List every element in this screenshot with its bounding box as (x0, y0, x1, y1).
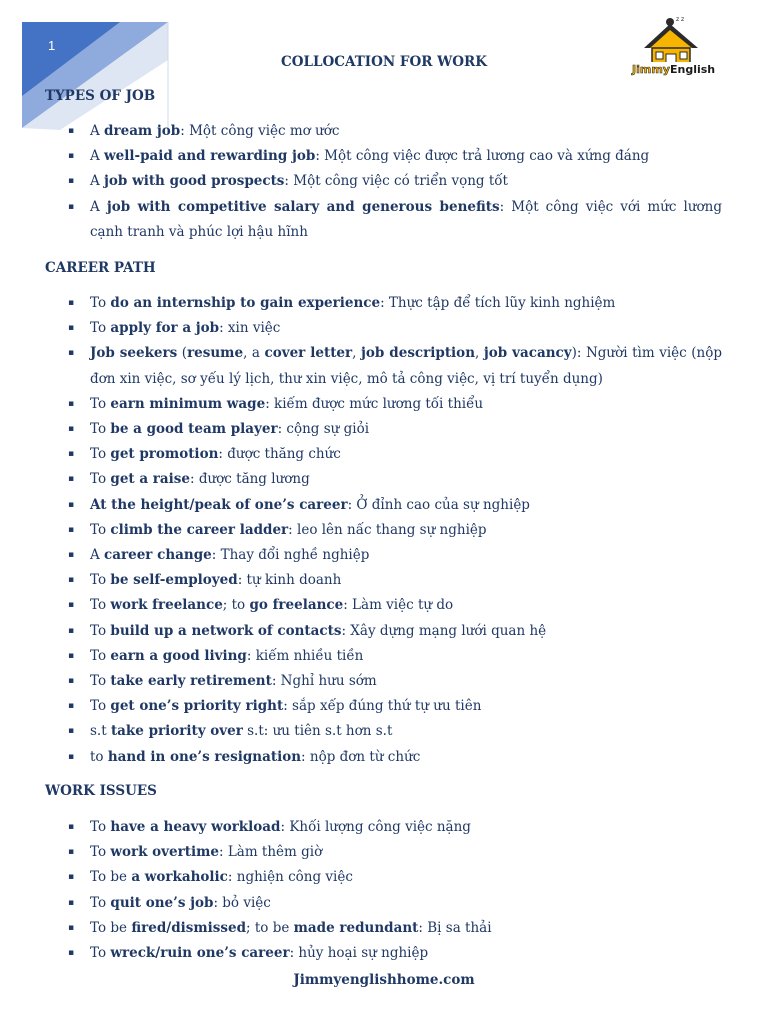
item-text: , a (243, 345, 265, 362)
item-text: : nộp đơn từ chức (301, 748, 421, 765)
item-text: To (90, 647, 111, 664)
list-item (0, 941, 768, 966)
collocation-term: Job seekers (90, 345, 178, 362)
square-bullet-icon: ▪ (68, 151, 75, 162)
item-text: : Một công việc được trả lương cao và xứng đáng (315, 148, 650, 165)
square-bullet-icon: ▪ (68, 348, 75, 359)
item-text: To be (90, 919, 132, 936)
collocation-term: get one’s priority right (110, 698, 284, 715)
section-list (0, 119, 768, 245)
item-text: : kiếm nhiều tiền (246, 647, 364, 664)
square-bullet-icon: ▪ (68, 948, 75, 959)
collocation-term: a workaholic (131, 869, 228, 886)
item-text: : Khối lượng công việc nặng (280, 819, 471, 835)
item-text: To (90, 320, 111, 337)
collocation-term: cover letter (264, 345, 353, 362)
square-bullet-icon: ▪ (68, 650, 75, 661)
collocation-term: made redundant (293, 919, 419, 936)
collocation-term: quit one’s job (110, 894, 214, 911)
list-item (0, 644, 768, 669)
list-item (0, 916, 768, 941)
item-text: To (90, 844, 111, 861)
collocation-term: earn minimum wage (110, 395, 266, 412)
item-text: : cộng sự giỏi (277, 421, 370, 438)
section-heading: TYPES OF JOB (45, 88, 156, 104)
collocation-term: get promotion (110, 446, 219, 463)
section-heading: WORK ISSUES (45, 783, 157, 799)
item-text: To (90, 698, 111, 715)
square-bullet-icon: ▪ (68, 176, 75, 187)
item-text: to (90, 748, 108, 765)
item-text: To (90, 471, 111, 488)
list-item (0, 543, 768, 568)
item-text: To (90, 446, 111, 463)
square-bullet-icon: ▪ (68, 847, 75, 858)
item-text: , (352, 345, 361, 362)
item-text: ): Người tìm việc (nộp đơn xin việc, sơ yếu lý lịch, thư xin việc, mô tả công việc, vị trí tuyển dụng) (90, 345, 723, 387)
collocation-term: work freelance (110, 597, 223, 614)
list-item (0, 840, 768, 865)
list-item (0, 518, 768, 543)
item-text: A (90, 547, 105, 564)
jimmy-english-logo (626, 12, 720, 78)
item-text: : Một công việc với mức lương cạnh tranh và phúc lợi hậu hĩnh (90, 198, 723, 240)
item-text: A (90, 148, 105, 165)
page-title: COLLOCATION FOR WORK (280, 54, 488, 70)
item-text: : Thực tập để tích lũy kinh nghiệm (380, 295, 616, 311)
collocation-term: well-paid and rewarding job (104, 148, 316, 165)
item-text: : nghiện công việc (227, 869, 353, 886)
square-bullet-icon: ▪ (68, 424, 75, 435)
item-text: , (475, 345, 484, 362)
list-item (0, 467, 768, 492)
item-text: : được tăng lương (189, 471, 310, 488)
item-text: s.t (90, 723, 111, 740)
collocation-term: be self-employed (110, 572, 238, 589)
logo-text-english: English (669, 63, 716, 76)
square-bullet-icon: ▪ (68, 726, 75, 737)
square-bullet-icon: ▪ (68, 575, 75, 586)
collocation-term: dream job (104, 123, 181, 139)
square-bullet-icon: ▪ (68, 201, 75, 212)
item-text: To (90, 295, 111, 311)
list-item (0, 669, 768, 694)
list-item (0, 291, 768, 316)
square-bullet-icon: ▪ (68, 126, 75, 136)
item-text: : hủy hoại sự nghiệp (289, 945, 429, 962)
list-item (0, 619, 768, 644)
collocation-term: climb the career ladder (110, 521, 289, 538)
collocation-term: resume (187, 345, 244, 362)
section-list (0, 815, 768, 966)
item-text: : Thay đổi nghề nghiệp (211, 547, 370, 564)
item-text: : sắp xếp đúng thứ tự ưu tiên (283, 698, 482, 715)
square-bullet-icon: ▪ (68, 323, 75, 334)
list-item (0, 745, 768, 770)
square-bullet-icon: ▪ (68, 897, 75, 908)
square-bullet-icon: ▪ (68, 625, 75, 636)
svg-text:JimmyEnglish (631, 63, 715, 76)
item-text: To (90, 395, 111, 412)
collocation-term: job vacancy (483, 345, 572, 362)
list-item (0, 341, 768, 391)
square-bullet-icon: ▪ (68, 822, 75, 832)
collocation-term: At the height/peak of one’s career (90, 496, 348, 513)
svg-text:z z: z z (676, 16, 685, 23)
list-item (0, 815, 768, 840)
list-item (0, 568, 768, 593)
section-list (0, 291, 768, 770)
list-item (0, 719, 768, 744)
item-text: To (90, 622, 111, 639)
item-text: : bỏ việc (213, 894, 271, 911)
list-item (0, 493, 768, 518)
collocation-term: apply for a job (110, 320, 220, 337)
square-bullet-icon: ▪ (68, 524, 75, 535)
collocation-term: earn a good living (110, 647, 247, 664)
logo-text-jimmy: Jimmy (632, 63, 670, 76)
page-number: 1 (48, 38, 56, 53)
item-text: : Một công việc mơ ước (180, 123, 340, 139)
item-text: To (90, 521, 111, 538)
collocation-term: fired/dismissed (131, 919, 247, 936)
item-text: : được thăng chức (218, 446, 341, 463)
list-item (0, 417, 768, 442)
collocation-term: hand in one’s resignation (107, 748, 302, 765)
item-text: : Xây dựng mạng lưới quan hệ (341, 622, 547, 639)
list-item (0, 195, 768, 245)
list-item (0, 392, 768, 417)
collocation-term: be a good team player (110, 421, 278, 438)
square-bullet-icon: ▪ (68, 676, 75, 687)
item-text: To (90, 673, 111, 690)
item-text: : Một công việc có triển vọng tốt (284, 173, 508, 190)
collocation-term: career change (104, 547, 212, 564)
square-bullet-icon: ▪ (68, 751, 75, 762)
collocation-term: wreck/ruin one’s career (110, 945, 290, 962)
item-text: : xin việc (219, 320, 281, 337)
item-text: s.t: ưu tiên s.t hơn s.t (242, 723, 393, 740)
collocation-term: job with competitive salary and generous benefits (106, 198, 500, 215)
square-bullet-icon: ▪ (68, 701, 75, 712)
item-text: A (90, 173, 105, 190)
item-text: : Nghỉ hưu sớm (271, 673, 377, 690)
item-text: To (90, 572, 111, 589)
list-item (0, 169, 768, 194)
collocation-term: have a heavy workload (110, 819, 281, 835)
item-text: : Bị sa thải (418, 919, 492, 936)
item-text: To (90, 894, 111, 911)
collocation-term: build up a network of contacts (110, 622, 342, 639)
list-item (0, 316, 768, 341)
square-bullet-icon: ▪ (68, 550, 75, 561)
item-text: A (90, 123, 105, 139)
section-heading: CAREER PATH (45, 260, 156, 276)
square-bullet-icon: ▪ (68, 922, 75, 933)
collocation-term: work overtime (110, 844, 219, 861)
footer-website: Jimmyenglishhome.com (293, 972, 475, 988)
square-bullet-icon: ▪ (68, 600, 75, 611)
square-bullet-icon: ▪ (68, 298, 75, 308)
collocation-term: job with good prospects (104, 173, 285, 190)
item-text: To (90, 819, 111, 835)
item-text: ; to be (246, 919, 294, 936)
list-item (0, 694, 768, 719)
item-text: To (90, 945, 111, 962)
item-text: To be (90, 869, 132, 886)
item-text: To (90, 421, 111, 438)
item-text: : Làm việc tự do (343, 597, 454, 614)
list-item (0, 891, 768, 916)
item-text: A (90, 198, 107, 215)
list-item (0, 593, 768, 618)
item-text: : Ở đỉnh cao của sự nghiệp (347, 496, 530, 513)
collocation-term: take priority over (110, 723, 243, 740)
collocation-term: get a raise (110, 471, 190, 488)
item-text: ; to (222, 597, 250, 614)
list-item (0, 119, 768, 144)
square-bullet-icon: ▪ (68, 872, 75, 883)
collocation-term: go freelance (249, 597, 344, 614)
item-text: ( (177, 345, 188, 362)
list-item (0, 442, 768, 467)
item-text: : kiếm được mức lương tối thiểu (265, 395, 484, 412)
square-bullet-icon: ▪ (68, 398, 75, 409)
collocation-term: job description (361, 345, 476, 362)
collocation-term: do an internship to gain experience (110, 295, 381, 311)
list-item (0, 144, 768, 169)
item-text: : tự kinh doanh (237, 572, 342, 589)
item-text: : Làm thêm giờ (218, 844, 323, 861)
collocation-term: take early retirement (110, 673, 272, 690)
list-item (0, 865, 768, 890)
item-text: To (90, 597, 111, 614)
square-bullet-icon: ▪ (68, 474, 75, 485)
item-text: : leo lên nấc thang sự nghiệp (288, 521, 487, 538)
square-bullet-icon: ▪ (68, 499, 75, 510)
square-bullet-icon: ▪ (68, 449, 75, 460)
